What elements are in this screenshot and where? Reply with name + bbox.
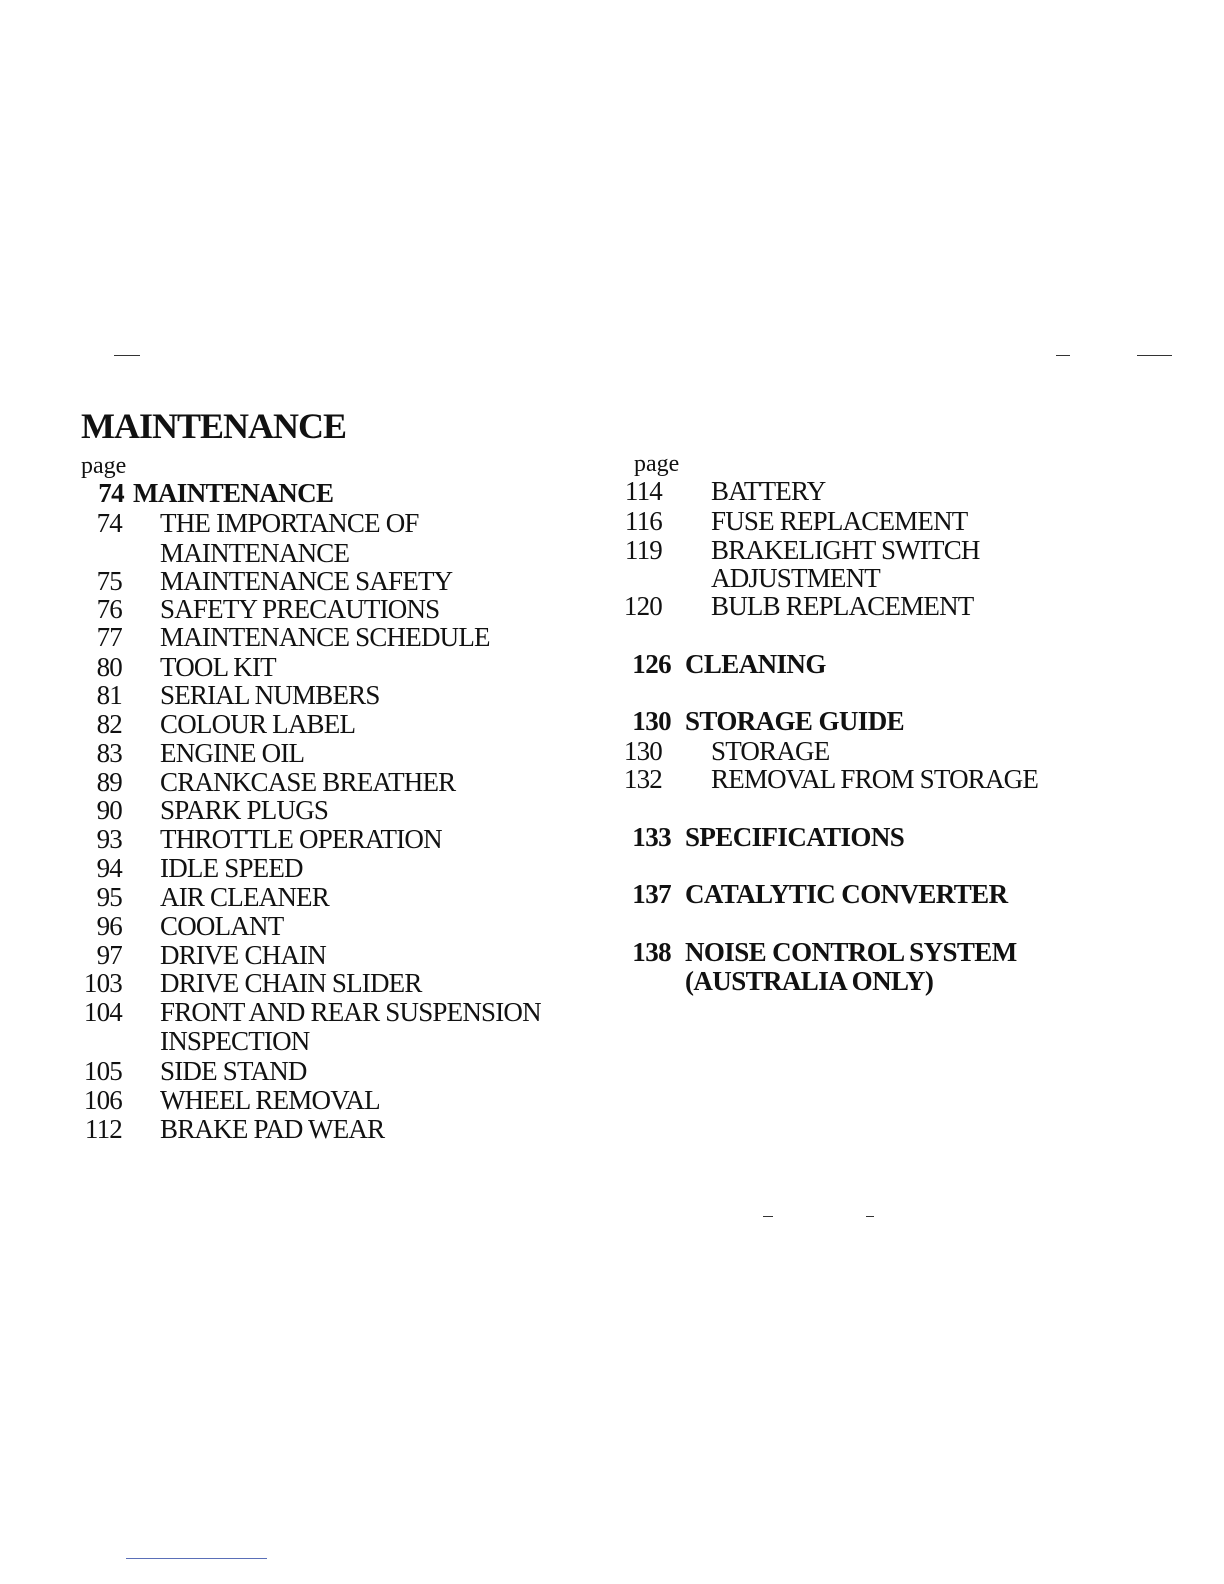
toc-entry-title: COLOUR LABEL [160, 709, 356, 739]
toc-page-number: 74 [98, 478, 124, 508]
toc-entry-title: THE IMPORTANCE OF [160, 508, 419, 538]
toc-page-number: 90 [96, 795, 122, 825]
toc-page-number: 114 [624, 476, 662, 506]
toc-entry-title: SPECIFICATIONS [685, 822, 905, 852]
toc-entry-title: FRONT AND REAR SUSPENSION [160, 997, 541, 1027]
toc-entry-title: CRANKCASE BREATHER [160, 767, 456, 797]
toc-page-number: 76 [96, 594, 122, 624]
scan-mark-top-right-1 [1056, 355, 1070, 356]
toc-page-number: 75 [96, 566, 122, 596]
toc-page-number: 77 [96, 622, 122, 652]
scan-mark-bottom-2 [866, 1216, 874, 1217]
toc-entry-title: CATALYTIC CONVERTER [685, 879, 1008, 909]
page-title: MAINTENANCE [81, 406, 347, 446]
toc-page-number: 130 [632, 706, 671, 736]
toc-entry-title: MAINTENANCE SAFETY [160, 566, 453, 596]
toc-page-number: 74 [96, 508, 122, 538]
toc-entry-title: BRAKELIGHT SWITCH [711, 535, 980, 565]
toc-entry-title: IDLE SPEED [160, 853, 303, 883]
scan-mark-top-right-2 [1137, 355, 1172, 356]
toc-entry-title: STORAGE GUIDE [685, 706, 905, 736]
toc-entry-title: AIR CLEANER [160, 882, 329, 912]
toc-page-number: 132 [623, 764, 662, 794]
toc-page-number: 103 [83, 968, 122, 998]
toc-entry-title: WHEEL REMOVAL [160, 1085, 380, 1115]
toc-entry-title: TOOL KIT [160, 652, 276, 682]
toc-page-number: 97 [96, 940, 122, 970]
scan-mark-bottom-1 [763, 1216, 773, 1217]
toc-entry-title: (AUSTRALIA ONLY) [685, 966, 934, 996]
toc-entry-title: FUSE REPLACEMENT [711, 506, 968, 536]
toc-page-number: 137 [632, 879, 671, 909]
toc-page-number: 130 [623, 736, 662, 766]
toc-entry-title: BRAKE PAD WEAR [160, 1114, 385, 1144]
toc-entry-title: THROTTLE OPERATION [160, 824, 442, 854]
toc-entry-title: DRIVE CHAIN SLIDER [160, 968, 422, 998]
toc-page-number: 81 [96, 680, 122, 710]
scan-mark-footer [126, 1558, 267, 1559]
toc-page-number: 120 [623, 591, 662, 621]
toc-entry-title: MAINTENANCE [160, 538, 350, 568]
toc-page-number: 105 [83, 1056, 122, 1086]
toc-entry-title: STORAGE [711, 736, 830, 766]
toc-page-number: 138 [632, 937, 671, 967]
toc-page-number: 89 [96, 767, 122, 797]
toc-page-number: 80 [96, 652, 122, 682]
toc-page-number: 83 [96, 738, 122, 768]
left-page-header: page [81, 453, 127, 479]
toc-entry-title: SPARK PLUGS [160, 795, 329, 825]
toc-entry-title: BULB REPLACEMENT [711, 591, 974, 621]
toc-entry-title: MAINTENANCE SCHEDULE [160, 622, 490, 652]
toc-entry-title: SIDE STAND [160, 1056, 307, 1086]
toc-page-number: 95 [96, 882, 122, 912]
toc-page-number: 93 [96, 824, 122, 854]
toc-page-number: 94 [96, 853, 122, 883]
toc-entry-title: SAFETY PRECAUTIONS [160, 594, 440, 624]
toc-entry-title: COOLANT [160, 911, 284, 941]
toc-page-number: 96 [96, 911, 122, 941]
toc-entry-title: REMOVAL FROM STORAGE [711, 764, 1039, 794]
toc-entry-title: DRIVE CHAIN [160, 940, 326, 970]
toc-entry-title: MAINTENANCE [133, 478, 334, 508]
toc-page-number: 112 [84, 1114, 122, 1144]
toc-entry-title: ENGINE OIL [160, 738, 305, 768]
toc-page-number: 133 [632, 822, 671, 852]
toc-entry-title: INSPECTION [160, 1026, 310, 1056]
toc-entry-title: CLEANING [685, 649, 826, 679]
toc-page-number: 82 [96, 709, 122, 739]
toc-page-number: 106 [83, 1085, 122, 1115]
toc-page-number: 104 [83, 997, 122, 1027]
toc-entry-title: ADJUSTMENT [711, 563, 881, 593]
toc-page-number: 119 [624, 535, 662, 565]
toc-entry-title: BATTERY [711, 476, 826, 506]
toc-entry-title: NOISE CONTROL SYSTEM [685, 937, 1017, 967]
right-page-header: page [634, 451, 680, 477]
toc-entry-title: SERIAL NUMBERS [160, 680, 380, 710]
scan-mark-top-left [114, 355, 140, 356]
toc-page-number: 126 [632, 649, 671, 679]
toc-page-number: 116 [624, 506, 662, 536]
